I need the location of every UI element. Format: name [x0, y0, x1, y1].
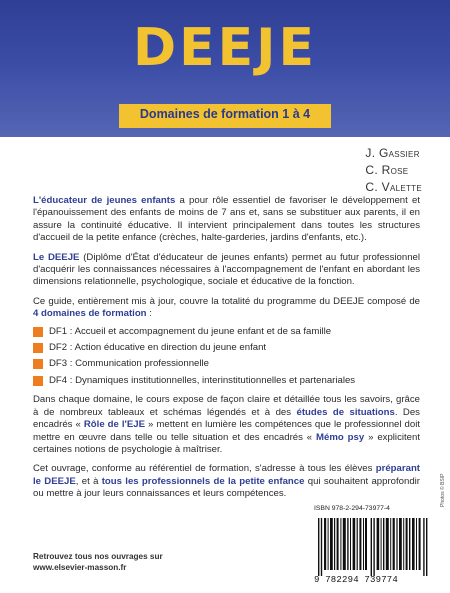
- back-cover-text: [33, 195, 420, 508]
- list-item: [33, 326, 420, 338]
- text: , et à: [75, 475, 102, 487]
- highlight: tous les professionnels de la petite enfance: [101, 475, 305, 487]
- publisher-url: www.elsevier-masson.fr: [33, 563, 127, 572]
- barcode-digits: 9 782294 739774: [314, 575, 399, 585]
- photo-credit: Photos © BSIP: [440, 473, 446, 507]
- barcode-icon: [318, 518, 428, 576]
- domain-label: DF1 : Accueil et accompagnement du jeune enfant et de sa famille: [49, 325, 332, 337]
- list-item: [33, 342, 420, 354]
- footer-text: Retrouvez tous nos ouvrages sur: [33, 552, 163, 561]
- highlight: études de situations: [296, 406, 395, 418]
- list-item: [33, 375, 420, 387]
- domain-list: [33, 326, 420, 388]
- list-item: [33, 358, 420, 370]
- text: (Diplôme d'État d'éducateur de jeunes enfants) permet au futur professionnel d'acquérir les connaissances nécessaires à l'accompagnement de l'enfant en abordant les dimensions relationnelle, psychologique, sociale et éducative de la fonction.: [33, 251, 420, 288]
- book-title: DEEJE: [132, 18, 318, 78]
- text: a pour rôle essentiel de favoriser le développement et l'épanouissement des enfants de moins de 7 ans et, sans se substituer aux parents, il en assure la continuité éducative. Il intervient principalement dans toutes les structures d'accueil de la petite enfance (crèches, halte-garderies, jardins d'enfants, etc.).: [33, 195, 420, 244]
- author: C. Rose: [365, 163, 409, 177]
- highlight: Mémo psy: [316, 431, 365, 443]
- publisher-footer: [33, 551, 163, 573]
- paragraph-diploma: [33, 252, 420, 289]
- domain-label: DF4 : Dynamiques institutionnelles, interinstitutionnelles et partenariales: [49, 374, 356, 386]
- highlight: 4 domaines de formation: [33, 308, 147, 320]
- highlight: Rôle de l'EJE: [83, 419, 145, 431]
- author: C. Valette: [365, 180, 422, 194]
- orange-square-bullet-icon: [33, 343, 43, 353]
- orange-square-bullet-icon: [33, 327, 43, 337]
- text: Dans chaque domaine, le cours expose de façon claire et détaillée tous les savoirs, grâce à de nombreux tableaux et schémas légendés et à des: [33, 394, 420, 418]
- highlight: préparant le DEEJE: [33, 463, 420, 487]
- domain-label: DF2 : Action éducative en direction du jeune enfant: [49, 342, 267, 354]
- author-list: [365, 145, 422, 196]
- orange-square-bullet-icon: [33, 359, 43, 369]
- paragraph-guide: [33, 296, 420, 321]
- domain-label: DF3 : Communication professionnelle: [49, 358, 209, 370]
- paragraph-audience: [33, 463, 420, 500]
- book-subtitle: Domaines de formation 1 à 4: [139, 107, 311, 121]
- highlight: Le DEEJE: [33, 251, 80, 263]
- isbn-label: ISBN 978-2-294-73977-4: [314, 505, 390, 512]
- text: Ce guide, entièrement mis à jour, couvre la totalité du programme du DEEJE composé de: [33, 295, 420, 307]
- paragraph-role: [33, 195, 420, 245]
- text: qui souhaitent approfondir ou mettre à jour leurs connaissances et leurs compétences.: [33, 475, 420, 500]
- text: » explicitent certaines notions de psychologie à maîtriser.: [33, 431, 420, 455]
- text: Cet ouvrage, conforme au référentiel de formation, s'adresse à tous les élèves: [33, 463, 376, 475]
- paragraph-content: [33, 394, 420, 456]
- text: . Des encadrés «: [33, 406, 420, 431]
- text: » mettent en lumière les compétences que le professionnel doit mettre en œuvre dans telle ou telle situation et des encadrés «: [33, 419, 421, 443]
- text: :: [146, 308, 152, 320]
- author: J. Gassier: [365, 146, 420, 160]
- orange-square-bullet-icon: [33, 376, 43, 386]
- highlight: L'éducateur de jeunes enfants: [33, 195, 176, 206]
